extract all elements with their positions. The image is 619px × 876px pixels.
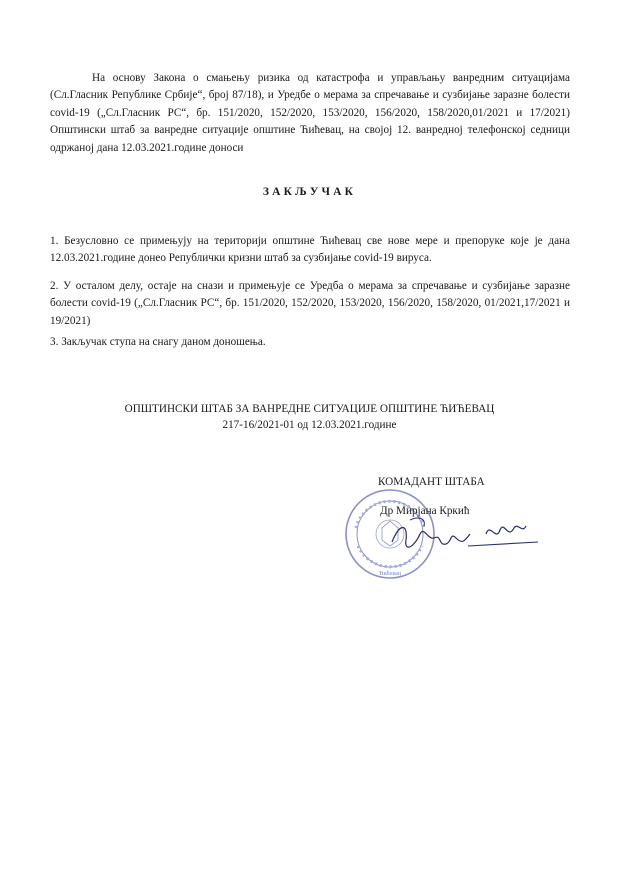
document-heading: ЗАКЉУЧАК — [262, 186, 357, 198]
document-reference: 217-16/2021-01 од 12.03.2021.године — [222, 419, 397, 431]
commander-title: КОМАДАНТ ШТАБА — [378, 476, 485, 488]
stamp-text: Ћићевац — [379, 571, 401, 577]
intro-paragraph: На основу Закона о смањењу ризика од катастрофа и управљању ванредним ситуацијама (Сл.Гласник Републике Србије“, број 87/18), и Уредбе о мерама за спречавање и сузбијање заразне болести covid-19 („Сл.Гласник РС“, бр. 151/2020, 152/2020, 153/2020, 156/2020, 158/2020,01/2021 и 17/2021) Општински штаб за ванредне ситуације општине Ћићевац, на својој 12. ванредној телефонској седници одржаној дана 12.03.2021.године доноси — [50, 72, 570, 154]
conclusion-item-3: 3. Закључак ступа на снагу даном доношења. — [50, 336, 266, 348]
office-name: ОПШТИНСКИ ШТАБ ЗА ВАНРЕДНЕ СИТУАЦИЈЕ ОПШТИНЕ ЋИЋЕВАЦ — [124, 403, 495, 415]
handwritten-signature — [390, 512, 540, 562]
office-block — [0, 401, 619, 433]
conclusion-item-2: 2. У осталом делу, остаје на снази и примењује се Уредба о мерама за спречавање и сузбијање заразне болести covid-19 („Сл.Гласник РС“, бр. 151/2020, 152/2020, 153/2020, 156/2020, 158/2020, 01/2021,17/2021 и 19/2021) — [50, 280, 570, 327]
conclusion-item-1: 1. Безусловно се примењују на територији општине Ћићевац све нове мере и препоруке које је дана 12.03.2021.године донео Републички кризни штаб за сузбијање covid-19 вируса. — [50, 235, 570, 265]
commander-name: Др Мирјана Кркић — [380, 505, 470, 517]
